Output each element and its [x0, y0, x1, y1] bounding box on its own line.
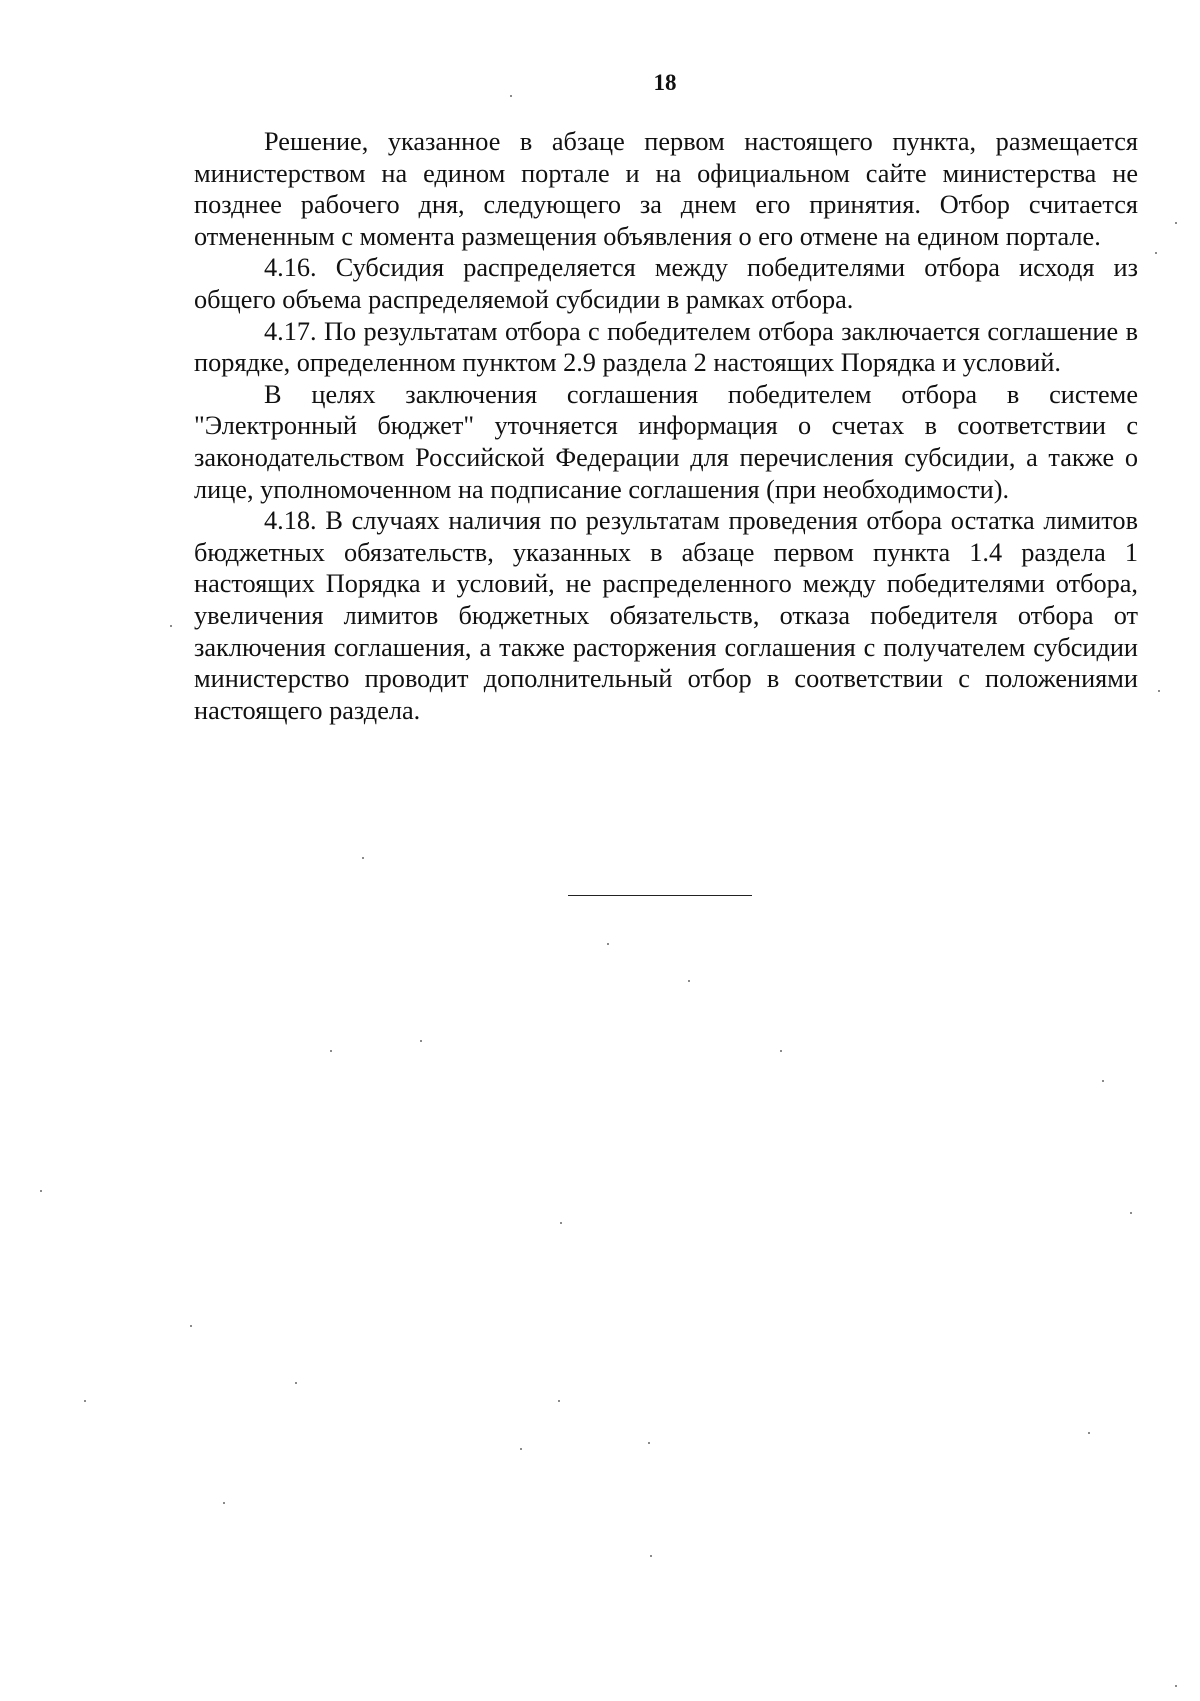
paragraph-4-18: 4.18. В случаях наличия по результатам проведения отбора остатка лимитов бюджетных обязательств, указанных в абзаце первом пункта 1.4 раздела 1 настоящих Порядка и условий, не распределенного между победителями отбора, увеличения лимитов бюджетных обязательств, отказа победителя отбора от заключения соглашения, а также расторжения соглашения с получателем субсидии министерство проводит дополнительный отбор в соответствии с положениями настоящего раздела. [194, 506, 1138, 725]
page-number: 18 [653, 70, 677, 95]
end-of-text-line [568, 895, 752, 896]
paragraph-4-16: 4.16. Субсидия распределяется между победителями отбора исходя из общего объема распределяемой субсидии в рамках отбора. [194, 253, 1138, 314]
paragraph-electronic-budget: В целях заключения соглашения победителем отбора в системе "Электронный бюджет" уточняется информация о счетах в соответствии с законодательством Российской Федерации для перечисления субсидии, а также о лице, уполномоченном на подписание соглашения (при необходимости). [194, 379, 1138, 504]
paragraph-decision-publication: Решение, указанное в абзаце первом настоящего пункта, размещается министерством на едином портале и на официальном сайте министерства не позднее рабочего дня, следующего за днем его принятия. Отбор считается отмененным с момента размещения объявления о его отмене на едином портале. [194, 127, 1138, 251]
paragraph-4-17: 4.17. По результатам отбора с победителем отбора заключается соглашение в порядке, определенном пунктом 2.9 раздела 2 настоящих Порядка и условий. [194, 316, 1138, 378]
document-body [194, 126, 1138, 726]
